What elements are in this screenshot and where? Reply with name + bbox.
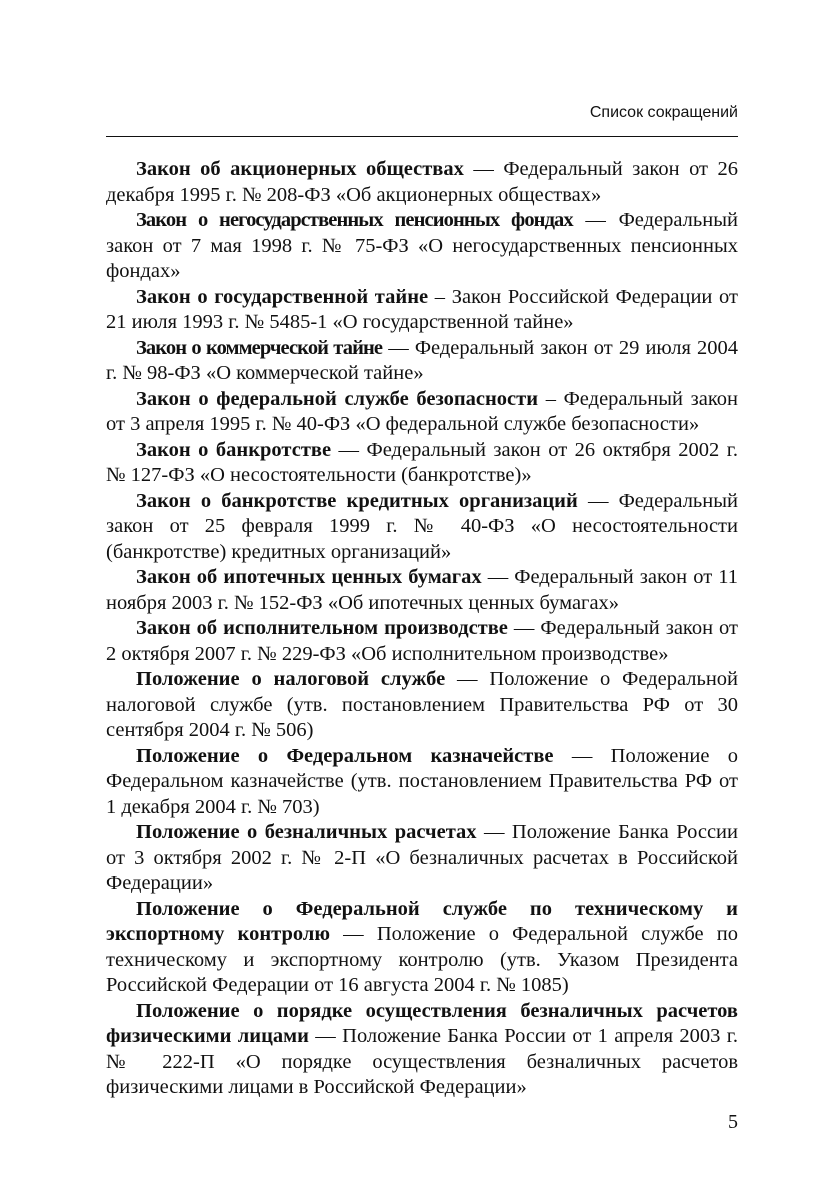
entry-definition: — Положение о Федеральной налоговой службе (утв. постановлением Правительства РФ от 30 сентября 2004 г. № 506) xyxy=(106,668,739,741)
entry-term: Закон о коммерческой тайне xyxy=(136,336,383,359)
entry-term: Закон об исполнительном производстве xyxy=(136,617,508,639)
entry-definition: — Положение о Федеральном казначействе (утв. постановлением Правительства РФ от 1 декабря 2004 г. № 703) xyxy=(106,744,738,818)
entry-definition: – Федеральный закон от 3 апреля 1995 г. № 40-ФЗ «О федеральной службе безопасности» xyxy=(106,387,738,435)
entry-term: Положение о порядке осуществления безналичных расчетов физическими лицами xyxy=(106,999,738,1047)
running-header-title: Список сокращений xyxy=(589,104,738,121)
entry-term: Закон о негосударственных пенсионных фондах xyxy=(136,209,573,231)
list-item xyxy=(106,489,738,566)
list-item xyxy=(106,820,738,897)
entry-definition: — Федеральный закон от 11 ноября 2003 г. № 152-ФЗ «Об ипотечных ценных бумагах» xyxy=(106,566,738,614)
list-item xyxy=(106,999,738,1101)
entry-term: Положение о Федеральном казначействе xyxy=(136,744,554,767)
list-item xyxy=(106,208,738,285)
list-item xyxy=(106,387,738,438)
entry-term: Закон о федеральной службе безопасности xyxy=(136,387,539,410)
entry-definition: — Федеральный закон от 25 февраля 1999 г. № 40-ФЗ «О несостоятельности (банкротстве) кредитных организаций» xyxy=(106,489,738,563)
entry-term: Закон о банкротстве xyxy=(136,438,332,461)
list-item xyxy=(106,157,738,208)
abbreviations-list xyxy=(106,157,738,1101)
entry-term: Закон о государственной тайне xyxy=(136,285,429,308)
list-item xyxy=(106,285,738,336)
list-item xyxy=(106,616,738,667)
list-item xyxy=(106,438,738,489)
list-item xyxy=(106,744,738,821)
entry-term: Закон об акционерных обществах xyxy=(136,158,464,180)
entry-definition: — Положение Банка России от 3 октября 2002 г. № 2-П «О безналичных расчетах в Российской Федерации» xyxy=(106,821,738,894)
entry-term: Закон о банкротстве кредитных организаций xyxy=(136,489,578,512)
list-item xyxy=(106,667,738,744)
list-item xyxy=(106,336,738,387)
entry-definition: — Федеральный закон от 2 октября 2007 г. № 229-ФЗ «Об исполнительном производстве» xyxy=(106,617,738,665)
entry-definition: – Закон Российской Федерации от 21 июля 1993 г. № 5485-1 «О государственной тайне» xyxy=(106,285,738,333)
page-number: 5 xyxy=(728,1111,738,1133)
entry-definition: — Федеральный закон от 29 июля 2004 г. № 98-ФЗ «О коммерческой тайне» xyxy=(106,336,738,384)
header-rule xyxy=(106,136,738,137)
entry-definition: — Федеральный закон от 7 мая 1998 г. № 75-ФЗ «О негосударственных пенсионных фондах» xyxy=(106,209,738,282)
list-item xyxy=(106,897,738,999)
entry-term: Положение о безналичных расчетах xyxy=(136,821,477,843)
entry-term: Положение о Федеральной службе по техническому и экспортному контролю xyxy=(106,897,738,945)
entry-term: Закон об ипотечных ценных бумагах xyxy=(136,566,482,588)
entry-term: Положение о налоговой службе xyxy=(136,668,446,690)
entry-definition: — Положение о Федеральной службе по техническому и экспортному контролю (утв. Указом Президента Российской Федерации от 16 августа 2004 г. № 1085) xyxy=(106,923,738,996)
list-item xyxy=(106,565,738,616)
entry-definition: — Положение Банка России от 1 апреля 2003 г. № 222-П «О порядке осуществления безналичных расчетов физическими лицами в Российской Федерации» xyxy=(106,1025,738,1098)
entry-definition: — Федеральный закон от 26 октября 2002 г. № 127-ФЗ «О несостоятельности (банкротстве)» xyxy=(106,438,738,486)
entry-definition: — Федеральный закон от 26 декабря 1995 г. № 208-ФЗ «Об акционерных обществах» xyxy=(106,158,738,206)
